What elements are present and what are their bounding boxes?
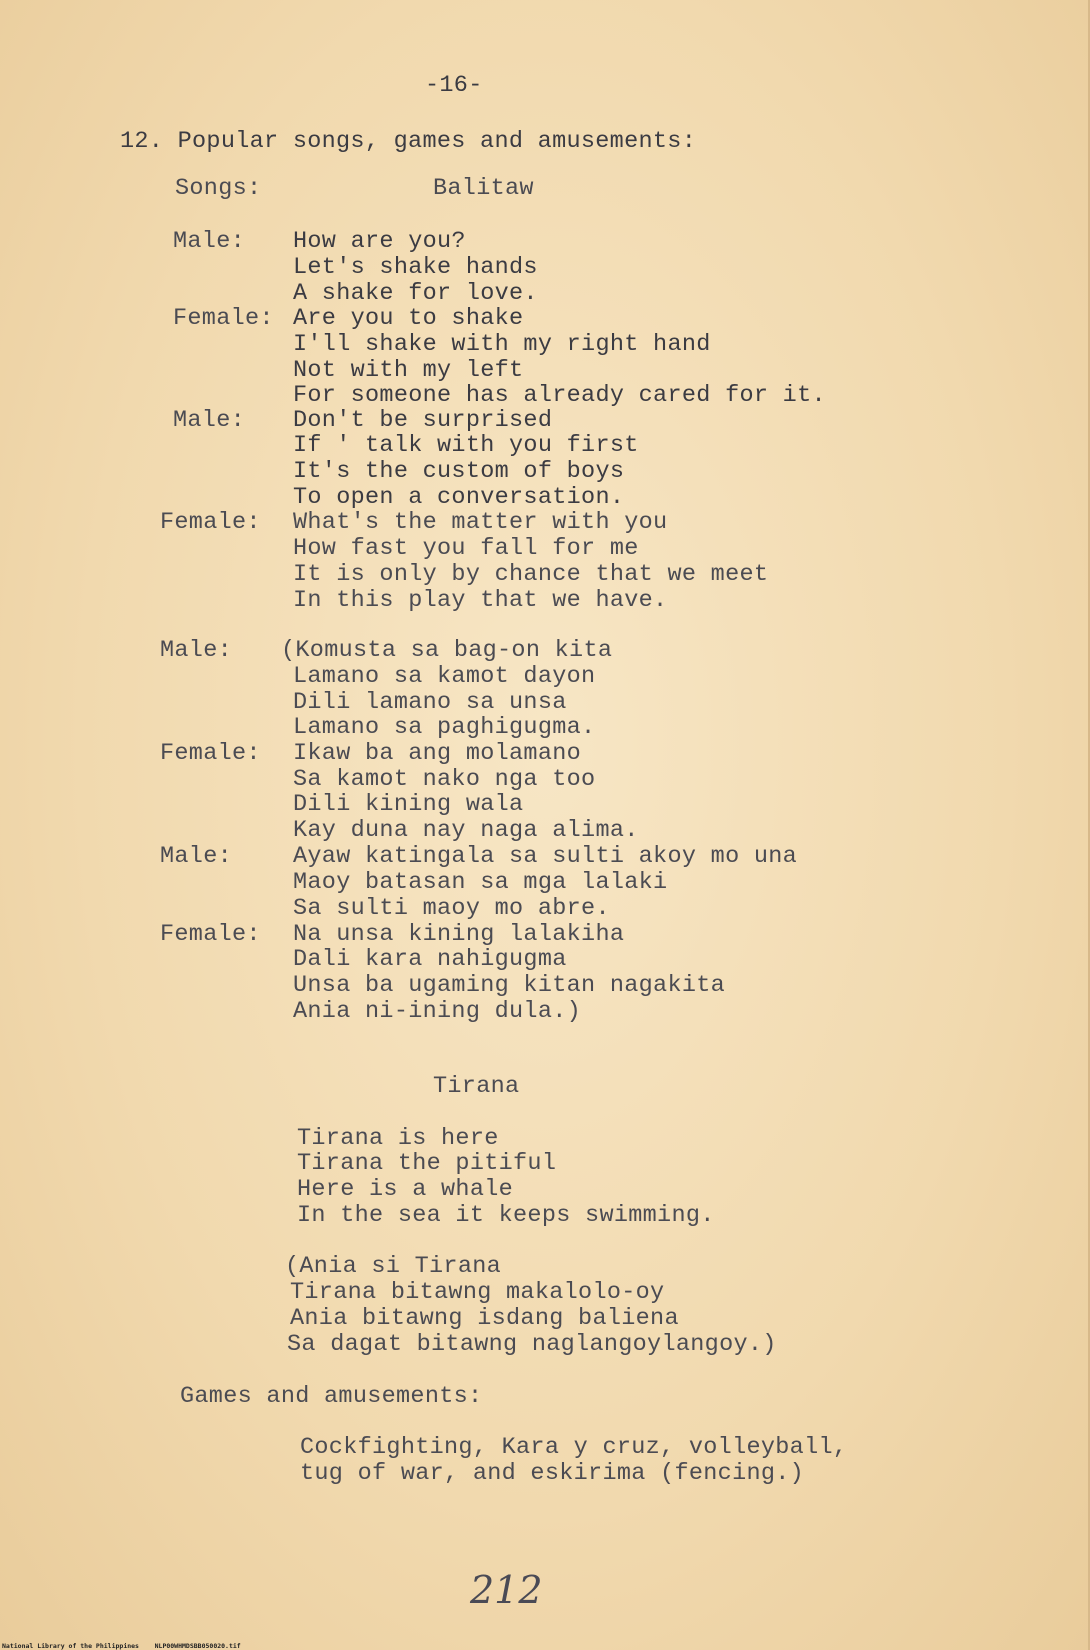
lyric-line: Na unsa kining lalakiha — [293, 921, 625, 948]
lyric-line: A shake for love. — [293, 280, 538, 307]
lyric-line: Tirana the pitiful — [297, 1150, 557, 1177]
song-title-tirana: Tirana — [433, 1073, 520, 1100]
lyric-line: In the sea it keeps swimming. — [297, 1202, 715, 1229]
section-heading: 12. Popular songs, games and amusements: — [120, 128, 697, 155]
lyric-line: Don't be surprised — [293, 407, 553, 434]
speaker-label: Female: — [160, 740, 261, 767]
lyric-line: How fast you fall for me — [293, 535, 639, 562]
lyric-line: Dili lamano sa unsa — [293, 689, 567, 716]
lyric-line: Unsa ba ugaming kitan nagakita — [293, 972, 726, 999]
speaker-label: Male: — [173, 407, 246, 434]
lyric-line: How are you? — [293, 228, 466, 255]
speaker-label: Male: — [160, 843, 233, 870]
page-number: -16- — [425, 72, 483, 99]
lyric-line: For someone has already cared for it. — [293, 382, 826, 409]
lyric-line: Ania ni-ining dula.) — [293, 998, 582, 1025]
lyric-line: If ' talk with you first — [293, 432, 639, 459]
lyric-line: I'll shake with my right hand — [293, 331, 711, 358]
lyric-line: Dili kining wala — [293, 791, 524, 818]
lyric-line: Ania bitawng isdang baliena — [290, 1305, 679, 1332]
lyric-line: To open a conversation. — [293, 484, 625, 511]
lyric-line: Lamano sa paghigugma. — [293, 714, 596, 741]
lyric-line: Sa kamot nako nga too — [293, 766, 596, 793]
lyric-line: Dali kara nahigugma — [293, 946, 567, 973]
lyric-line: Ayaw katingala sa sulti akoy mo una — [293, 843, 798, 870]
lyric-line: Tirana is here — [297, 1125, 499, 1152]
lyric-line: Here is a whale — [297, 1176, 514, 1203]
lyric-line: Sa dagat bitawng naglangoylangoy.) — [287, 1331, 777, 1358]
lyric-line: Maoy batasan sa mga lalaki — [293, 869, 668, 896]
lyric-line: It is only by chance that we meet — [293, 561, 769, 588]
lyric-line: (Komusta sa bag-on kita — [281, 637, 613, 664]
speaker-label: Male: — [160, 637, 233, 664]
lyric-line: Sa sulti maoy mo abre. — [293, 895, 610, 922]
songs-label: Songs: — [175, 175, 262, 202]
speaker-label: Female: — [173, 305, 274, 332]
lyric-line: Tirana bitawng makalolo-oy — [290, 1279, 665, 1306]
lyric-line: It's the custom of boys — [293, 458, 625, 485]
handwritten-page-number: 212 — [470, 1568, 543, 1612]
footer-caption: National Library of the Philippines NLP00WHMDSBB050020.tif — [2, 1642, 241, 1650]
lyric-line: What's the matter with you — [293, 509, 668, 536]
lyric-line: Lamano sa kamot dayon — [293, 663, 596, 690]
lyric-line: Are you to shake — [293, 305, 524, 332]
lyric-line: Ikaw ba ang molamano — [293, 740, 582, 767]
lyric-line: Kay duna nay naga alima. — [293, 817, 639, 844]
lyric-line: (Ania si Tirana — [285, 1253, 502, 1280]
song-title-balitaw: Balitaw — [433, 175, 534, 202]
games-line: tug of war, and eskirima (fencing.) — [300, 1460, 805, 1487]
games-label: Games and amusements: — [180, 1383, 483, 1410]
speaker-label: Female: — [160, 509, 261, 536]
lyric-line: Let's shake hands — [293, 254, 538, 281]
speaker-label: Male: — [173, 228, 246, 255]
lyric-line: In this play that we have. — [293, 587, 668, 614]
games-line: Cockfighting, Kara y cruz, volleyball, — [300, 1434, 848, 1461]
speaker-label: Female: — [160, 921, 261, 948]
lyric-line: Not with my left — [293, 357, 524, 384]
